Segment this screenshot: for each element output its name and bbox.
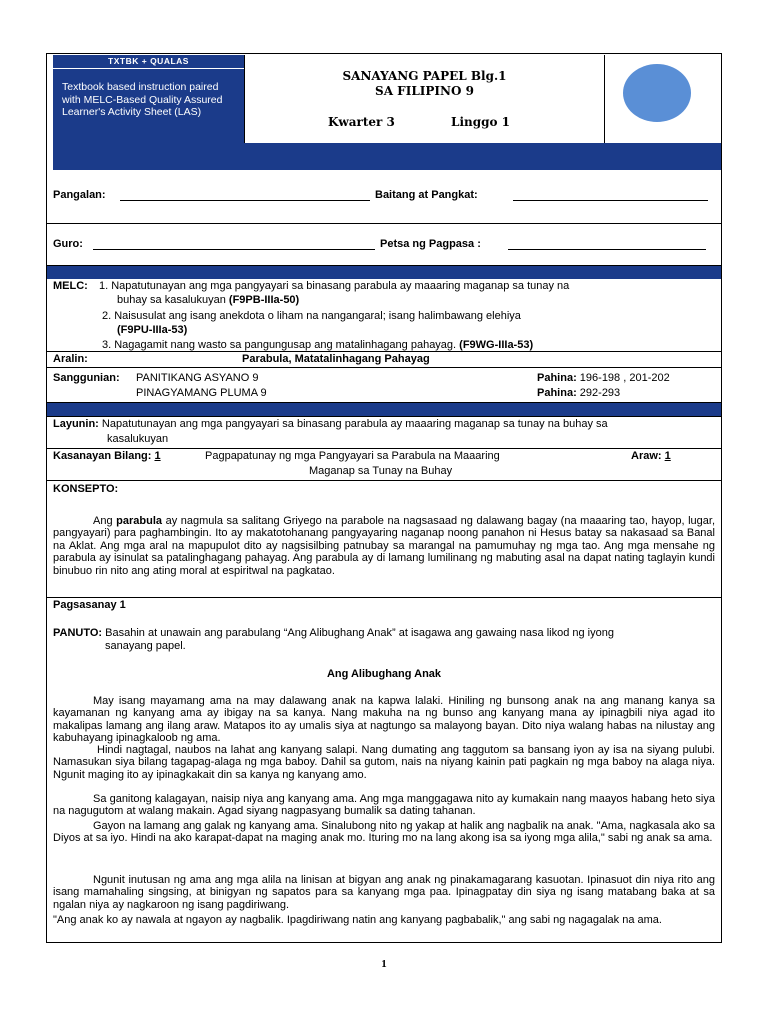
divider bbox=[47, 351, 721, 352]
activity-sheet bbox=[46, 53, 722, 943]
section-blue-bar bbox=[47, 266, 721, 279]
header-blue-bar bbox=[53, 143, 721, 170]
aralin-value: Parabula, Matatalinhagang Pahayag bbox=[242, 353, 430, 365]
page-label-1: Pahina: bbox=[537, 372, 577, 384]
story-paragraph-1: May isang mayamang ama na may dalawang anak na kapwa lalaki. Hiniling ng bunsong anak na ang manang kanya sa kayamanan ng kanyang ama ay ibigay na sa kanya. Nang makuha na ng bunso ang kanyang mana ay ipinagbili niya agad ito makalipas lamang ang ilang araw. Matapos ito ay umalis siya at nagtungo sa malayong bayan. Dito niya walang habas na nilustay ang kabuhayang ipinagkaloob ng ama. bbox=[53, 695, 715, 745]
grade-section-field[interactable] bbox=[513, 200, 708, 201]
grade-section-label: Baitang at Pangkat: bbox=[375, 189, 478, 201]
name-field[interactable] bbox=[120, 200, 370, 201]
logo-circle-icon bbox=[623, 64, 691, 122]
divider bbox=[47, 367, 721, 368]
melc-item-1: 1. Napatutunayan ang mga pangyayari sa binasang parabula ay maaaring maganap sa tunay na bbox=[99, 280, 570, 292]
story-paragraph-4: Gayon na lamang ang galak ng kanyang ama. Sinalubong nito ng yakap at halik ang nagbalik na anak. "Ama, nagkasala ako sa Diyos at sa iyo. Hindi na ako karapat-dapat na maging anak mo. Ituring mo na lang akong isa sa iyong mga alila," sabi ng anak sa ama. bbox=[53, 820, 715, 845]
page-range-1: 196-198 , 201-202 bbox=[579, 372, 670, 384]
melc-item-3: 3. Nagagamit nang wasto sa pangungusap ang matalinhagang pahayag. bbox=[102, 339, 457, 351]
kasanayan-label: Kasanayan Bilang: bbox=[53, 450, 152, 462]
layunin-text: Napatutunayan ang mga pangyayari sa binasang parabula ay maaaring maganap sa tunay na buhay sa bbox=[101, 418, 608, 430]
konsepto-label: KONSEPTO: bbox=[53, 483, 119, 495]
sheet-subject: SA FILIPINO 9 bbox=[375, 84, 474, 98]
sanggunian-label: Sanggunian: bbox=[53, 372, 120, 384]
kasanayan-number: 1 bbox=[154, 450, 161, 462]
header-description: Textbook based instruction paired with MELC-Based Quality Assured Learner's Activity Sheet (LAS) bbox=[62, 81, 223, 118]
section-blue-bar bbox=[47, 403, 721, 416]
layunin-text-cont: kasalukuyan bbox=[107, 433, 169, 445]
kasanayan-text-cont: Maganap sa Tunay na Buhay bbox=[309, 465, 453, 477]
divider bbox=[47, 597, 721, 598]
source-1: PANITIKANG ASYANO 9 bbox=[136, 372, 259, 384]
teacher-label: Guro: bbox=[53, 238, 83, 250]
divider bbox=[47, 448, 721, 449]
parabula-term: parabula bbox=[116, 515, 163, 527]
header-tag: TXTBK + QUALAS bbox=[53, 55, 244, 69]
araw-label: Araw: bbox=[631, 450, 662, 462]
submission-date-label: Petsa ng Pagpasa : bbox=[380, 238, 481, 250]
melc-item-2: 2. Naisusulat ang isang anekdota o liham na nangangaral; isang halimbawang elehiya bbox=[102, 310, 521, 322]
melc-item-2-code: (F9PU-IIIa-53) bbox=[117, 324, 188, 336]
header-logo-panel bbox=[605, 55, 721, 143]
quarter-label: Kwarter 3 bbox=[328, 115, 395, 129]
divider bbox=[47, 480, 721, 481]
story-title: Ang Alibughang Anak bbox=[326, 668, 442, 680]
page-range-2: 292-293 bbox=[579, 387, 621, 399]
sheet-title: SANAYANG PAPEL Blg.1 bbox=[342, 69, 507, 83]
header-title-panel bbox=[244, 55, 605, 143]
story-paragraph-5: Ngunit inutusan ng ama ang mga alila na linisan at bigyan ang anak ng pinakamagarang kasuotan. Ipinasuot din niya rito ang isang mamahaling singsing, at binigyan ng sapatos para sa kanyang mga paa. Ipinagpatay din siya ng isang matabang baka at sa ngalan niya ay nagkaroon ng isang pagdiriwang. bbox=[53, 874, 715, 911]
panuto-label: PANUTO: bbox=[53, 627, 103, 639]
story-paragraph-6: "Ang anak ko ay nawala at ngayon ay nagbalik. Ipagdiriwang natin ang kanyang pagbabalik," ang sabi ng nagagalak na ama. bbox=[53, 914, 662, 926]
layunin-label: Layunin: bbox=[53, 418, 99, 430]
melc-label: MELC: bbox=[53, 280, 88, 292]
melc-item-1-cont: buhay sa kasalukuyan bbox=[117, 294, 226, 306]
name-label: Pangalan: bbox=[53, 189, 106, 201]
story-paragraph-2: Hindi nagtagal, naubos na lahat ang kanyang salapi. Nang dumating ang taggutom sa bansang iyon ay isa na siyang pulubi. Namasukan siya bilang tagapag-alaga ng mga baboy. Dahil sa gutom, nais na niyang kainin pati pagkain ng mga baboy na alaga niya. Ngunit maging ito ay ipinagkakait din sa kanya ng kanyang amo. bbox=[53, 744, 715, 781]
araw-number: 1 bbox=[664, 450, 671, 462]
page-number: 1 bbox=[381, 958, 387, 970]
melc-item-3-code: (F9WG-IIIa-53) bbox=[459, 339, 534, 351]
aralin-label: Aralin: bbox=[53, 353, 88, 365]
submission-date-field[interactable] bbox=[508, 249, 706, 250]
page-label-2: Pahina: bbox=[537, 387, 577, 399]
divider bbox=[47, 416, 721, 417]
divider bbox=[47, 223, 721, 224]
header-badge-panel bbox=[53, 55, 244, 143]
pagsasanay-label: Pagsasanay 1 bbox=[53, 599, 126, 611]
story-paragraph-3: Sa ganitong kalagayan, naisip niya ang kanyang ama. Ang mga manggagawa nito ay kumakain nang maayos habang heto siya na nagugutom at walang makain. Agad siyang nagpasyang bumalik sa dating tahanan. bbox=[53, 793, 715, 818]
source-2: PINAGYAMANG PLUMA 9 bbox=[136, 387, 267, 399]
panuto-text-cont: sanayang papel. bbox=[105, 640, 186, 652]
melc-item-1-code: (F9PB-IIIa-50) bbox=[228, 294, 300, 306]
panuto-text: Basahin at unawain ang parabulang “Ang Alibughang Anak” at isagawa ang gawaing nasa likod ng iyong bbox=[105, 627, 614, 639]
konsepto-paragraph: Ang parabula ay nagmula sa salitang Griyego na parabole na nagsasaad ng dalawang bagay (na maaaring tao, hayop, lugar, pangyayari) para paghambingin. Ito ay makatotohanang pangyayaring naganap noong panahon ni Hesus batay sa nakasaad sa Banal na Aklat. Ang mga aral na mapupulot dito ay nagsisilbing patnubay sa marangal na pamumuhay ng mga tao. Ang mga mensahe ng parabula ay isinulat sa patalinghagang pahayag. Ang parabula ay di lamang lumilinang ng mabuting asal na dapat nating taglayin kundi binubuo rin nito ang ating moral at espiritwal na pagkatao. bbox=[53, 515, 716, 577]
teacher-field[interactable] bbox=[93, 249, 375, 250]
kasanayan-text: Pagpapatunay ng mga Pangyayari sa Parabula na Maaaring bbox=[205, 450, 500, 462]
week-label: Linggo 1 bbox=[451, 115, 511, 129]
